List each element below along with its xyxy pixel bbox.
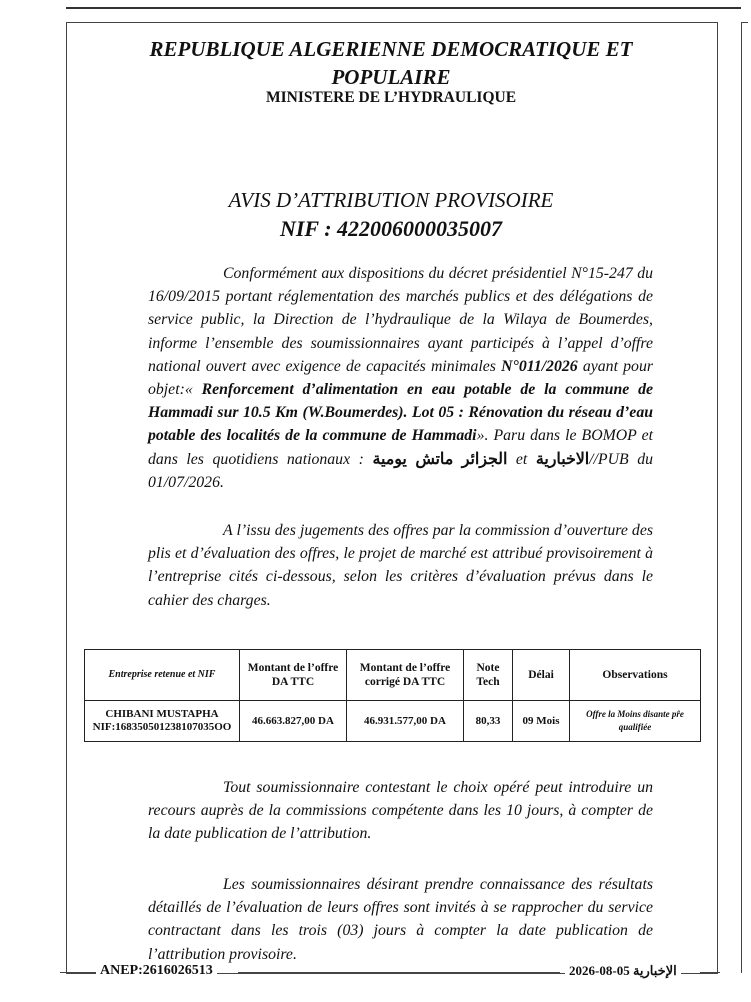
col-header-delay: Délai (513, 650, 570, 701)
col-header-observations: Observations (570, 650, 701, 701)
cell-corrected: 46.931.577,00 DA (347, 701, 464, 742)
award-paragraph: A l’issu des jugements des offres par la commission d’ouverture des plis et d’évaluation des offres, le projet de marché est attribué provisoirement à l’entreprise cités ci-dessous, selon les critères d’évaluation prévus dans le cahier des charges. (148, 522, 653, 609)
bottom-rule (700, 972, 720, 973)
col-header-corrected: Montant de l’offre corrigé DA TTC (347, 650, 464, 701)
col-header-note: Note Tech (464, 650, 513, 701)
adjacent-column-edge (741, 22, 748, 973)
nif-title: NIF : 422006000035007 (279, 216, 503, 241)
cell-amount: 46.663.827,00 DA (240, 701, 347, 742)
cell-note: 80,33 (464, 701, 513, 742)
cell-observation: Offre la Moins disante pr̂e qualifiée (570, 701, 701, 742)
col-header-company: Entreprise retenue et NIF (85, 650, 240, 701)
republic-title-line2: POPULAIRE (331, 65, 451, 89)
col-header-amount: Montant de l’offre DA TTC (240, 650, 347, 701)
cell-company: CHIBANI MUSTAPHA NIF:168350501238107035OO (85, 701, 240, 742)
republic-title (66, 35, 716, 91)
anep-reference: ANEP:2616026513 (96, 963, 217, 979)
newspaper-date: الإخبارية 05-08-2026 (565, 963, 681, 979)
bottom-rule (238, 972, 560, 973)
table-header-row (85, 650, 701, 701)
appeal-paragraph: Tout soumissionnaire contestant le choix opéré peut introduire un recours auprès de la commissions compétente dans les 10 jours, à compter de la date publication de l’attribution. (148, 779, 653, 843)
notice-title: AVIS D’ATTRIBUTION PROVISOIRE (228, 188, 554, 212)
intro-paragraph: Conformément aux dispositions du décret présidentiel N°15-247 du 16/09/2015 portant réglementation des marchés publics et des délégations de service public, la Direction de l’hydraulique de la Wilaya de Boumerdes, informe l’ensemble des soumissionnaires ayant participés à l’appel d’offre national ouvert avec exigence de capacités minimales N°011/2026 ayant pour objet:« Renforcement d’alimentation en eau potable de la commune de Hammadi sur 10.5 Km (W.Boumerdes). Lot 05 : Rénovation du réseau d’eau potable des localités de la commune de Hammadi». Paru dans le BOMOP et dans les quotidiens nationaux : يومية الجزائر ماتش et الاخبارية//PUB du 01/07/2026. (148, 265, 654, 491)
bottom-rule (60, 972, 96, 973)
ministry-title: MINISTERE DE L’HYDRAULIQUE (265, 89, 517, 106)
results-paragraph: Les soumissionnaires désirant prendre connaissance des résultats détaillés de l’évaluation de leurs offres sont invités à se rapprocher du service contractant dans les trois (03) jours à compter la date publication de l’attribution provisoire. (148, 876, 653, 963)
table-row (85, 701, 701, 742)
republic-title-line1: REPUBLIQUE ALGERIENNE DEMOCRATIQUE ET (149, 37, 633, 61)
award-table (84, 649, 701, 742)
cell-delay: 09 Mois (513, 701, 570, 742)
top-rule (66, 7, 741, 9)
